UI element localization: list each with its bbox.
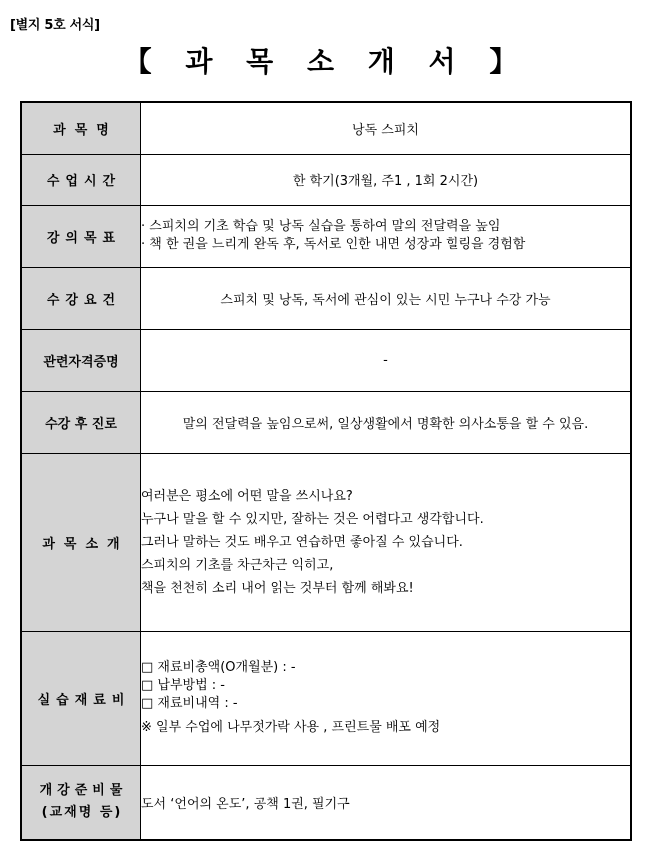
intro-line-2: 누구나 말을 할 수 있지만, 잘하는 것은 어렵다고 생각합니다.	[141, 511, 484, 527]
value-requirements: 스피치 및 낭독, 독서에 관심이 있는 시민 누구나 수강 가능	[141, 267, 631, 329]
value-supplies: 도서 ‘언어의 온도’, 공책 1권, 필기구	[141, 765, 631, 839]
objective-line-2: · 책 한 권을 느리게 완독 후, 독서로 인한 내면 성장과 힐링을 경험함	[141, 237, 526, 252]
row-class-hours	[22, 154, 630, 205]
label-supplies-line-1: 개강준비물	[39, 783, 128, 799]
row-supplies	[22, 765, 630, 839]
value-material-fee	[141, 631, 631, 765]
material-details-checkbox-line: □ 재료비내역 : -	[141, 696, 238, 711]
intro-line-5: 책을 천천히 소리 내어 읽는 것부터 함께 해봐요!	[141, 580, 414, 596]
value-course-name: 낭독 스피치	[141, 103, 631, 154]
label-supplies-line-2: (교재명 등)	[41, 805, 123, 821]
material-total-checkbox-line: □ 재료비총액(O개월분) : -	[141, 660, 296, 675]
row-material-fee	[22, 631, 630, 765]
label-class-hours: 수업시간	[22, 154, 141, 205]
label-certificate: 관련자격증명	[22, 329, 141, 391]
label-objectives: 강의목표	[22, 205, 141, 267]
label-course-name: 과목명	[22, 103, 141, 154]
value-introduction	[141, 453, 631, 631]
row-career-path	[22, 391, 630, 453]
label-requirements: 수강요건	[22, 267, 141, 329]
intro-line-4: 스피치의 기초를 차근차근 익히고,	[141, 557, 334, 573]
label-introduction: 과목소개	[22, 453, 141, 631]
row-course-name	[22, 103, 630, 154]
form-number-label: [별지 5호 서식]	[10, 18, 100, 33]
row-objectives	[22, 205, 630, 267]
objective-line-1: · 스피치의 기초 학습 및 낭독 실습을 통하여 말의 전달력을 높임	[141, 219, 501, 234]
row-requirements	[22, 267, 630, 329]
value-certificate: -	[141, 329, 631, 391]
label-career-path: 수강 후 진로	[22, 391, 141, 453]
value-objectives	[141, 205, 631, 267]
material-payment-checkbox-line: □ 납부방법 : -	[141, 678, 225, 693]
document-title: 【 과 목 소 개 서 】	[123, 45, 530, 78]
value-career-path: 말의 전달력을 높임으로써, 일상생활에서 명확한 의사소통을 할 수 있음.	[141, 391, 631, 453]
value-class-hours: 한 학기(3개월, 주1 , 1회 2시간)	[141, 154, 631, 205]
course-info-table	[20, 101, 632, 841]
intro-line-1: 여러분은 평소에 어떤 말을 쓰시나요?	[141, 488, 353, 504]
label-material-fee: 실습재료비	[22, 631, 141, 765]
row-certificate	[22, 329, 630, 391]
course-info-grid	[22, 103, 630, 839]
material-note: ※ 일부 수업에 나무젓가락 사용 , 프린트물 배포 예정	[141, 720, 441, 735]
label-supplies	[22, 765, 141, 839]
row-introduction	[22, 453, 630, 631]
intro-line-3: 그러나 말하는 것도 배우고 연습하면 좋아질 수 있습니다.	[141, 534, 463, 550]
